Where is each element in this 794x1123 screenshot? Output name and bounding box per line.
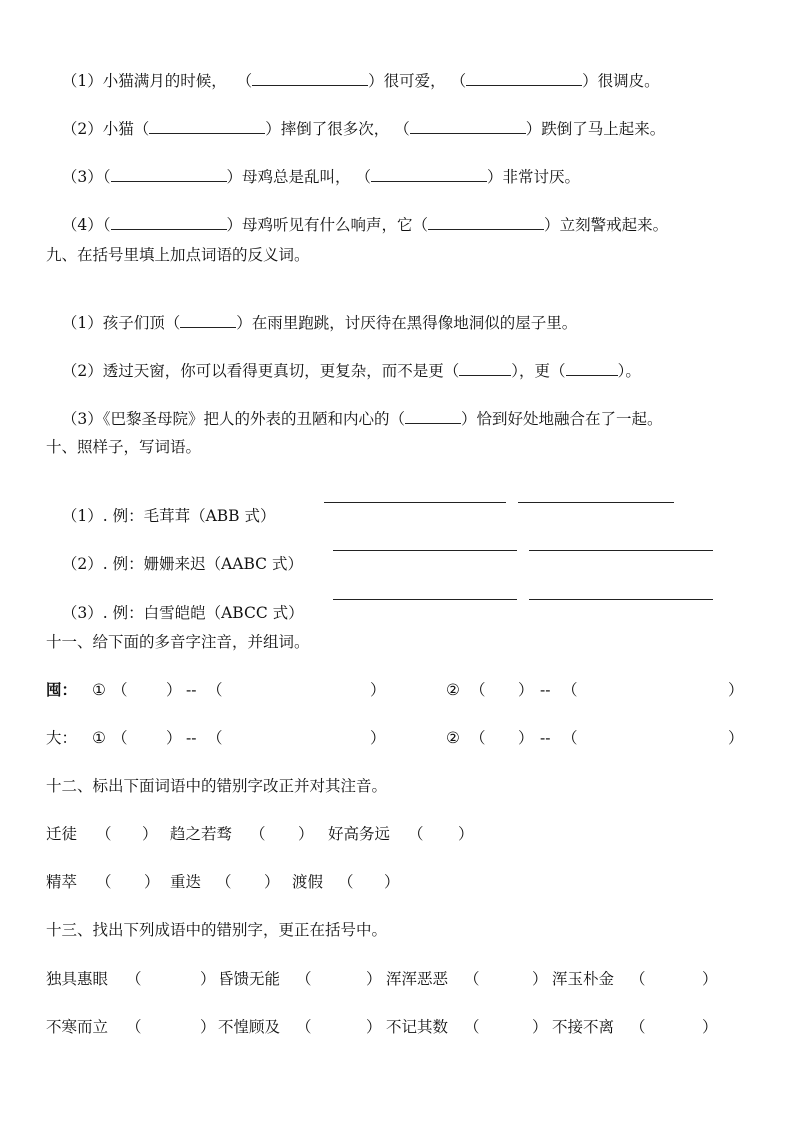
pinyin-open[interactable]: （: [470, 681, 486, 699]
question-number: （1）: [61, 72, 103, 90]
idiom-item: 浑玉朴金: [552, 970, 615, 988]
question-text: 跌倒了马上起来。: [541, 120, 666, 138]
s9-question-2: [52, 341, 641, 381]
question-text: 孩子们顶: [102, 314, 165, 332]
answer-open[interactable]: （: [126, 1018, 142, 1036]
question-text: 很可爱，: [383, 72, 446, 90]
answer-blank[interactable]: [111, 167, 227, 182]
question-number: （2）: [61, 555, 103, 573]
right-paren: ）: [582, 72, 598, 90]
left-paren: （: [164, 314, 181, 332]
question-number: （1）: [61, 507, 103, 525]
answer-close: ）: [264, 873, 280, 891]
left-paren: （: [412, 216, 429, 234]
question-text: 母鸡听见有什么响声，它: [242, 216, 413, 234]
idiom-item: 独具惠眼: [46, 970, 109, 988]
right-paren: ）: [511, 362, 520, 380]
question-text: 透过天窗，你可以看得更真切，更复杂，而不是更: [102, 362, 444, 380]
question-text: 在雨里跑跳，讨厌待在黑得像地洞似的屋子里。: [251, 314, 578, 332]
question-text: 摔倒了很多次，: [280, 120, 390, 138]
answer-blank[interactable]: [371, 167, 487, 182]
answer-close: ）: [200, 1018, 216, 1036]
dash: --: [186, 681, 197, 699]
answer-close: ）: [366, 970, 382, 988]
answer-open[interactable]: （: [464, 970, 480, 988]
question-text: 《巴黎圣母院》把人的外表的丑陋和内心的: [102, 410, 390, 428]
word-item: 趋之若骛: [170, 825, 233, 843]
reading-marker-2: ②: [446, 681, 460, 699]
left-paren: （: [443, 362, 460, 380]
question-text: 。: [625, 362, 641, 380]
right-paren: ）: [486, 168, 503, 186]
answer-blank[interactable]: [180, 313, 236, 328]
word-open[interactable]: （: [207, 681, 223, 699]
dash: --: [540, 729, 551, 747]
question-text: 很调皮。: [597, 72, 660, 90]
answer-blank[interactable]: [324, 488, 506, 503]
word-open[interactable]: （: [562, 681, 578, 699]
s10-row-1: [52, 486, 276, 526]
word-item: 好高务远: [328, 825, 391, 843]
answer-blank[interactable]: [459, 361, 511, 376]
answer-open[interactable]: （: [296, 1018, 312, 1036]
section-12-title: 十二、标出下面词语中的错别字改正并对其注音。: [46, 777, 388, 795]
answer-blank[interactable]: [333, 536, 517, 551]
left-paren: （: [394, 120, 410, 138]
left-paren: （: [102, 216, 111, 234]
reading-marker-2: ②: [446, 729, 460, 747]
left-paren: （: [550, 362, 566, 380]
answer-blank[interactable]: [333, 585, 517, 600]
answer-close: ）: [702, 1018, 718, 1036]
answer-open[interactable]: （: [96, 873, 112, 891]
question-number: （4）: [61, 216, 103, 234]
idiom-item: 昏馈无能: [218, 970, 281, 988]
word-open[interactable]: （: [562, 729, 578, 747]
answer-open[interactable]: （: [126, 970, 142, 988]
answer-open[interactable]: （: [338, 873, 354, 891]
answer-close: ）: [366, 1018, 382, 1036]
idiom-item: 浑浑恶恶: [386, 970, 449, 988]
answer-close: ）: [298, 825, 314, 843]
question-number: （3）: [61, 168, 103, 186]
question-text: 母鸡总是乱叫，: [242, 168, 351, 186]
pinyin-close: ）: [518, 729, 534, 747]
right-paren: ）: [265, 120, 281, 138]
left-paren: （: [236, 72, 253, 90]
right-paren: ）: [236, 314, 252, 332]
answer-open[interactable]: （: [630, 970, 646, 988]
right-paren: ）: [226, 216, 243, 234]
s8-question-3: [52, 147, 580, 187]
word-close: ）: [728, 681, 744, 699]
idiom-item: 不接不离: [552, 1018, 615, 1036]
word-item: 迁徒: [46, 825, 78, 843]
answer-close: ）: [384, 873, 400, 891]
answer-open[interactable]: （: [216, 873, 232, 891]
pinyin-open[interactable]: （: [112, 681, 128, 699]
pinyin-open[interactable]: （: [112, 729, 128, 747]
question-number: （2）: [61, 362, 103, 380]
answer-close: ）: [702, 970, 718, 988]
word-open[interactable]: （: [207, 729, 223, 747]
answer-open[interactable]: （: [630, 1018, 646, 1036]
word-close: ）: [370, 729, 386, 747]
answer-blank[interactable]: [410, 119, 526, 134]
word-close: ）: [728, 729, 744, 747]
s9-question-3: [52, 389, 663, 429]
answer-open[interactable]: （: [96, 825, 112, 843]
section-10-title: 十、照样子，写词语。: [46, 438, 202, 456]
question-text: 非常讨厌。: [502, 168, 581, 186]
left-paren: （: [133, 120, 150, 138]
question-text: 立刻警戒起来。: [559, 216, 669, 234]
reading-marker-1: ①: [92, 729, 106, 747]
question-number: （3）: [61, 604, 103, 622]
question-text: 恰到好处地融合在了一起。: [476, 410, 663, 428]
answer-blank[interactable]: [518, 488, 674, 503]
example-label: . 例：白雪皑皑（ABCC 式）: [102, 604, 304, 622]
answer-close: ）: [532, 1018, 548, 1036]
idiom-item: 不记其数: [386, 1018, 449, 1036]
left-paren: （: [355, 168, 371, 186]
answer-close: ）: [142, 825, 158, 843]
section-9-title: 九、在括号里填上加点词语的反义词。: [46, 246, 310, 264]
question-text: 小猫满月的时候，: [102, 72, 227, 90]
example-label: . 例：毛茸茸（ABB 式）: [102, 507, 276, 525]
answer-open[interactable]: （: [408, 825, 424, 843]
answer-blank[interactable]: [405, 409, 461, 424]
idiom-item: 不寒而立: [46, 1018, 109, 1036]
answer-blank[interactable]: [529, 536, 713, 551]
answer-close: ）: [458, 825, 474, 843]
question-text: 小猫: [102, 120, 134, 138]
answer-blank[interactable]: [149, 119, 265, 134]
s10-row-3: [52, 583, 304, 623]
right-paren: ）: [617, 362, 626, 380]
example-label: . 例：姗姗来迟（AABC 式）: [102, 555, 303, 573]
question-text: ，更: [519, 362, 551, 380]
right-paren: ）: [544, 216, 560, 234]
question-number: （1）: [61, 314, 103, 332]
s10-row-2: [52, 534, 303, 574]
s8-question-4: [52, 195, 668, 235]
answer-blank[interactable]: [111, 215, 227, 230]
section-11-title: 十一、给下面的多音字注音，并组词。: [46, 633, 310, 651]
word-item: 精萃: [46, 873, 78, 891]
answer-close: ）: [532, 970, 548, 988]
answer-blank[interactable]: [466, 71, 582, 86]
question-number: （3）: [61, 410, 103, 428]
dash: --: [186, 729, 197, 747]
answer-blank[interactable]: [566, 361, 618, 376]
word-item: 渡假: [292, 873, 324, 891]
left-paren: （: [102, 168, 111, 186]
answer-blank[interactable]: [529, 585, 713, 600]
answer-close: ）: [144, 873, 160, 891]
right-paren: ）: [461, 410, 477, 428]
pinyin-close: ）: [518, 681, 534, 699]
left-paren: （: [389, 410, 406, 428]
polyphone-char: 囤：: [46, 680, 78, 699]
left-paren: （: [450, 72, 467, 90]
idiom-item: 不惶顾及: [218, 1018, 281, 1036]
reading-marker-1: ①: [92, 681, 106, 699]
s8-question-1: [52, 51, 660, 91]
answer-open[interactable]: （: [250, 825, 266, 843]
right-paren: ）: [525, 120, 542, 138]
answer-open[interactable]: （: [464, 1018, 480, 1036]
answer-blank[interactable]: [428, 215, 544, 230]
pinyin-close: ）: [166, 681, 182, 699]
polyphone-char: 大：: [46, 729, 78, 747]
pinyin-close: ）: [166, 729, 182, 747]
s9-question-1: [52, 293, 577, 333]
word-item: 重迭: [170, 873, 202, 891]
answer-blank[interactable]: [252, 71, 368, 86]
s8-question-2: [52, 99, 665, 139]
answer-open[interactable]: （: [296, 970, 312, 988]
question-number: （2）: [61, 120, 103, 138]
section-13-title: 十三、找出下列成语中的错别字，更正在括号中。: [46, 921, 388, 939]
word-close: ）: [370, 681, 386, 699]
pinyin-open[interactable]: （: [470, 729, 486, 747]
answer-close: ）: [200, 970, 216, 988]
right-paren: ）: [226, 168, 243, 186]
right-paren: ）: [368, 72, 384, 90]
dash: --: [540, 681, 551, 699]
